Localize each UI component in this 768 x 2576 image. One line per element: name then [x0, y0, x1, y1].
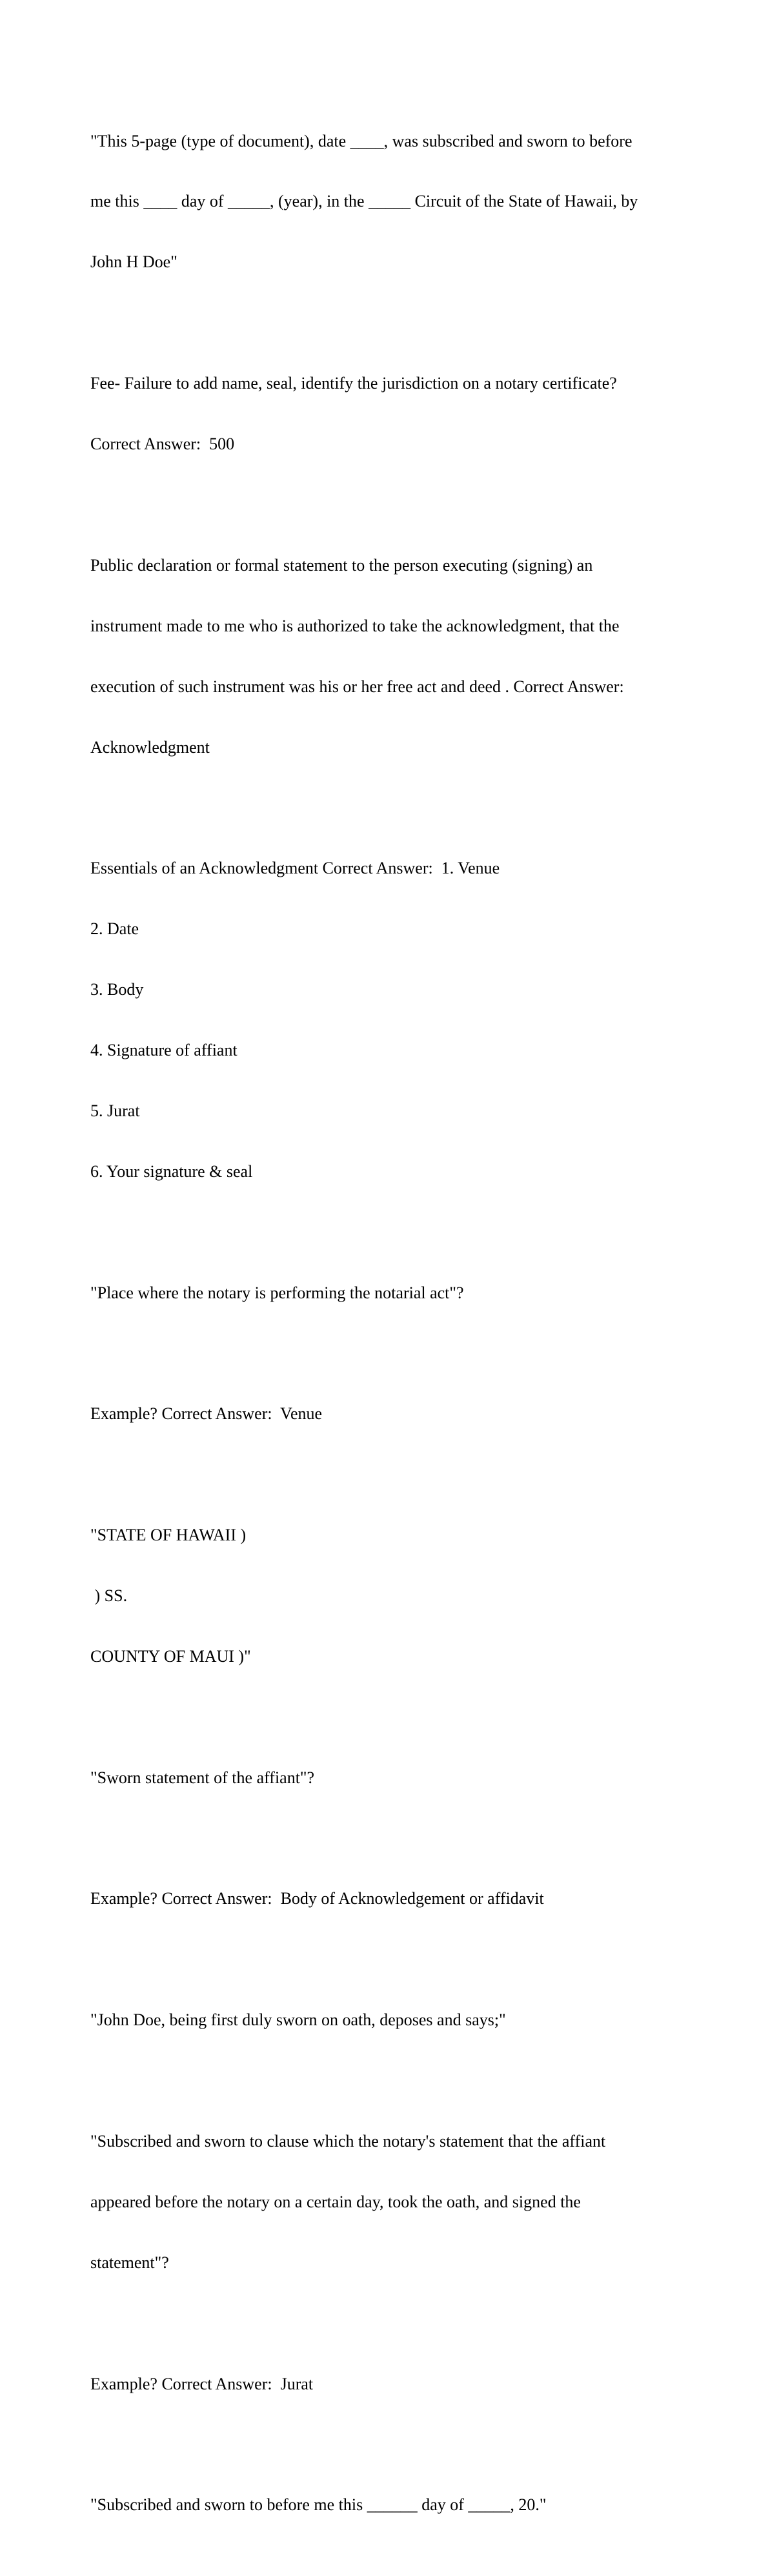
text-line: "Subscribed and sworn to clause which the notary's statement that the affiant [90, 2131, 606, 2151]
text-line: Example? Correct Answer: Jurat [90, 2374, 314, 2393]
text-line: "Place where the notary is performing the notarial act"? [90, 1283, 464, 1302]
paragraph-jurat-answer [90, 2333, 671, 2434]
list-item: 6. Your signature & seal [90, 1161, 253, 1181]
text-line: Fee- Failure to add name, seal, identify the jurisdiction on a notary certificate? [90, 374, 617, 393]
paragraph-body-answer [90, 1848, 671, 1949]
paragraph-jurat-question [90, 2090, 671, 2313]
paragraph-venue-example [90, 1484, 671, 1706]
text-line: "John Doe, being first duly sworn on oath, deposes and says;" [90, 2010, 506, 2030]
text-line: "This 5-page (type of document), date ____, was subscribed and sworn to before [90, 131, 632, 150]
text-line: Example? Correct Answer: Venue [90, 1404, 323, 1424]
text-line: Correct Answer: 500 [90, 434, 235, 454]
text-line: statement"? [90, 2253, 169, 2272]
text-line: Acknowledgment [90, 737, 210, 757]
text-line: Essentials of an Acknowledgment Correct Answer: 1. Venue [90, 859, 500, 878]
list-item: 2. Date [90, 919, 139, 939]
paragraph-acknowledgment-definition [90, 515, 671, 797]
text-line: COUNTY OF MAUI )" [90, 1646, 251, 1666]
list-item: 3. Body [90, 980, 144, 999]
text-line: appeared before the notary on a certain day, took the oath, and signed the [90, 2192, 581, 2211]
list-item: 5. Jurat [90, 1101, 140, 1120]
text-line: "Sworn statement of the affiant"? [90, 1768, 315, 1787]
text-line: "Subscribed and sworn to before me this ______ day of _____, 20." [90, 2495, 547, 2515]
paragraph-body-example [90, 1970, 671, 2070]
paragraph-sworn-document-statement [90, 90, 671, 312]
paragraph-fee-question [90, 333, 671, 495]
text-line: John H Doe" [90, 252, 177, 272]
text-line: ) SS. [90, 1586, 128, 1605]
text-line: instrument made to me who is authorized to take the acknowledgment, that the [90, 616, 620, 635]
list-item: 4. Signature of affiant [90, 1040, 237, 1059]
document-page [90, 90, 671, 2576]
text-line: Public declaration or formal statement to the person executing (signing) an [90, 555, 593, 575]
paragraph-venue-question [90, 1242, 671, 1343]
paragraph-jurat-example [90, 2455, 671, 2555]
text-line: me this ____ day of _____, (year), in the _____ Circuit of the State of Hawaii, by [90, 192, 638, 211]
text-line: execution of such instrument was his or her free act and deed . Correct Answer: [90, 677, 624, 696]
paragraph-body-question [90, 1727, 671, 1828]
text-line: "STATE OF HAWAII ) [90, 1526, 247, 1545]
paragraph-essentials-list [90, 818, 671, 1222]
text-line: Example? Correct Answer: Body of Acknowledgement or affidavit [90, 1889, 544, 1908]
paragraph-venue-answer [90, 1364, 671, 1464]
